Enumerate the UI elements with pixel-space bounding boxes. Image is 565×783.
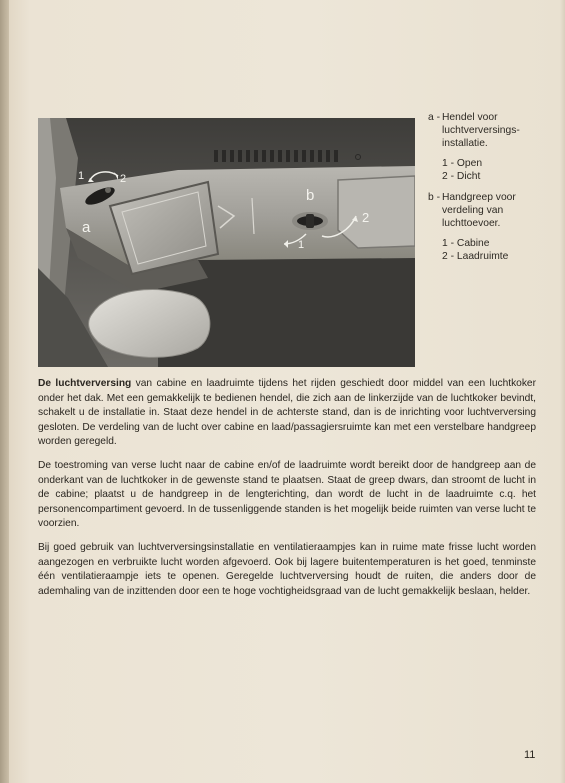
paragraph-1-text: van cabine en laadruimte tijdens het rijden geschiedt door middel van een luchtkoker onder het dak. Met een gemakkelijk te bedienen hendel, die zich aan de linkerzijde van de luchtkoker bevindt, schakelt u de installatie in. Staat deze hendel in de achterste stand, dan is de inrichting voor luchtverversing gesloten. De verdeling van de lucht over cabine en laad/passagiersruimte kan met een verstelbare handgreep worden geregeld. — [38, 378, 536, 448]
legend-item-a — [428, 111, 558, 183]
legend-a-option-1: 1 - Open — [442, 158, 483, 169]
callout-b-2: 2 — [362, 210, 370, 225]
callout-a-2: 2 — [120, 173, 127, 185]
paragraph-2: De toestroming van verse lucht naar de cabine en/of de laadruimte wordt bereikt door de handgreep aan de onderkant van de luchtkoker in de gewenste stand te plaatsen. Staat de greep dwars, dan stroomt de lucht in de cabine; plaatst u de handgreep in de lengterichting, dan wordt de lucht in de laadruimte c.q. het personencompartiment gevoerd. In de tussenliggende standen is het mogelijk beide ruimten van verse lucht te voorzien. — [38, 459, 536, 530]
page-number: 11 — [524, 749, 536, 761]
legend-a-option-2: 2 - Dicht — [442, 171, 481, 182]
callout-b: b — [306, 187, 315, 204]
legend-b-option-2: 2 - Laadruimte — [442, 251, 509, 262]
callout-b-1: 1 — [298, 239, 305, 251]
callout-a: a — [82, 219, 91, 236]
paragraph-3: Bij goed gebruik van luchtverversingsinstallatie en ventilatieraampjes kan in ruime mate frisse lucht worden aangezogen en verbruikte lucht worden afgevoerd. Ook bij lagere buitentemperaturen is het goed, tenminste één ventilatieraampje iets te openen. Geregelde luchtverversing houdt de ruiten, die anders door de ademhaling van de inzittenden door een te hoge vochtigheidsgraad van de lucht gemakkelijk beslaan, helder. — [38, 541, 536, 597]
body-text — [38, 377, 536, 608]
legend-title-a: Hendel voor luchtverversings-installatie. — [442, 112, 520, 149]
paragraph-1-lead: De luchtverversing — [38, 378, 132, 389]
paragraph-1 — [38, 377, 536, 450]
book-spine-shadow — [0, 0, 9, 783]
ventilation-photo — [38, 118, 415, 367]
figure-legend — [428, 111, 558, 271]
legend-b-option-1: 1 - Cabine — [442, 238, 490, 249]
ventilation-duct-illustration — [38, 118, 415, 367]
callout-a-1: 1 — [78, 170, 85, 182]
legend-key-a: a - — [428, 112, 441, 123]
legend-item-b — [428, 191, 558, 263]
legend-key-b: b - — [428, 192, 441, 203]
legend-title-b: Handgreep voor verdeling van luchttoevoer. — [442, 192, 516, 229]
